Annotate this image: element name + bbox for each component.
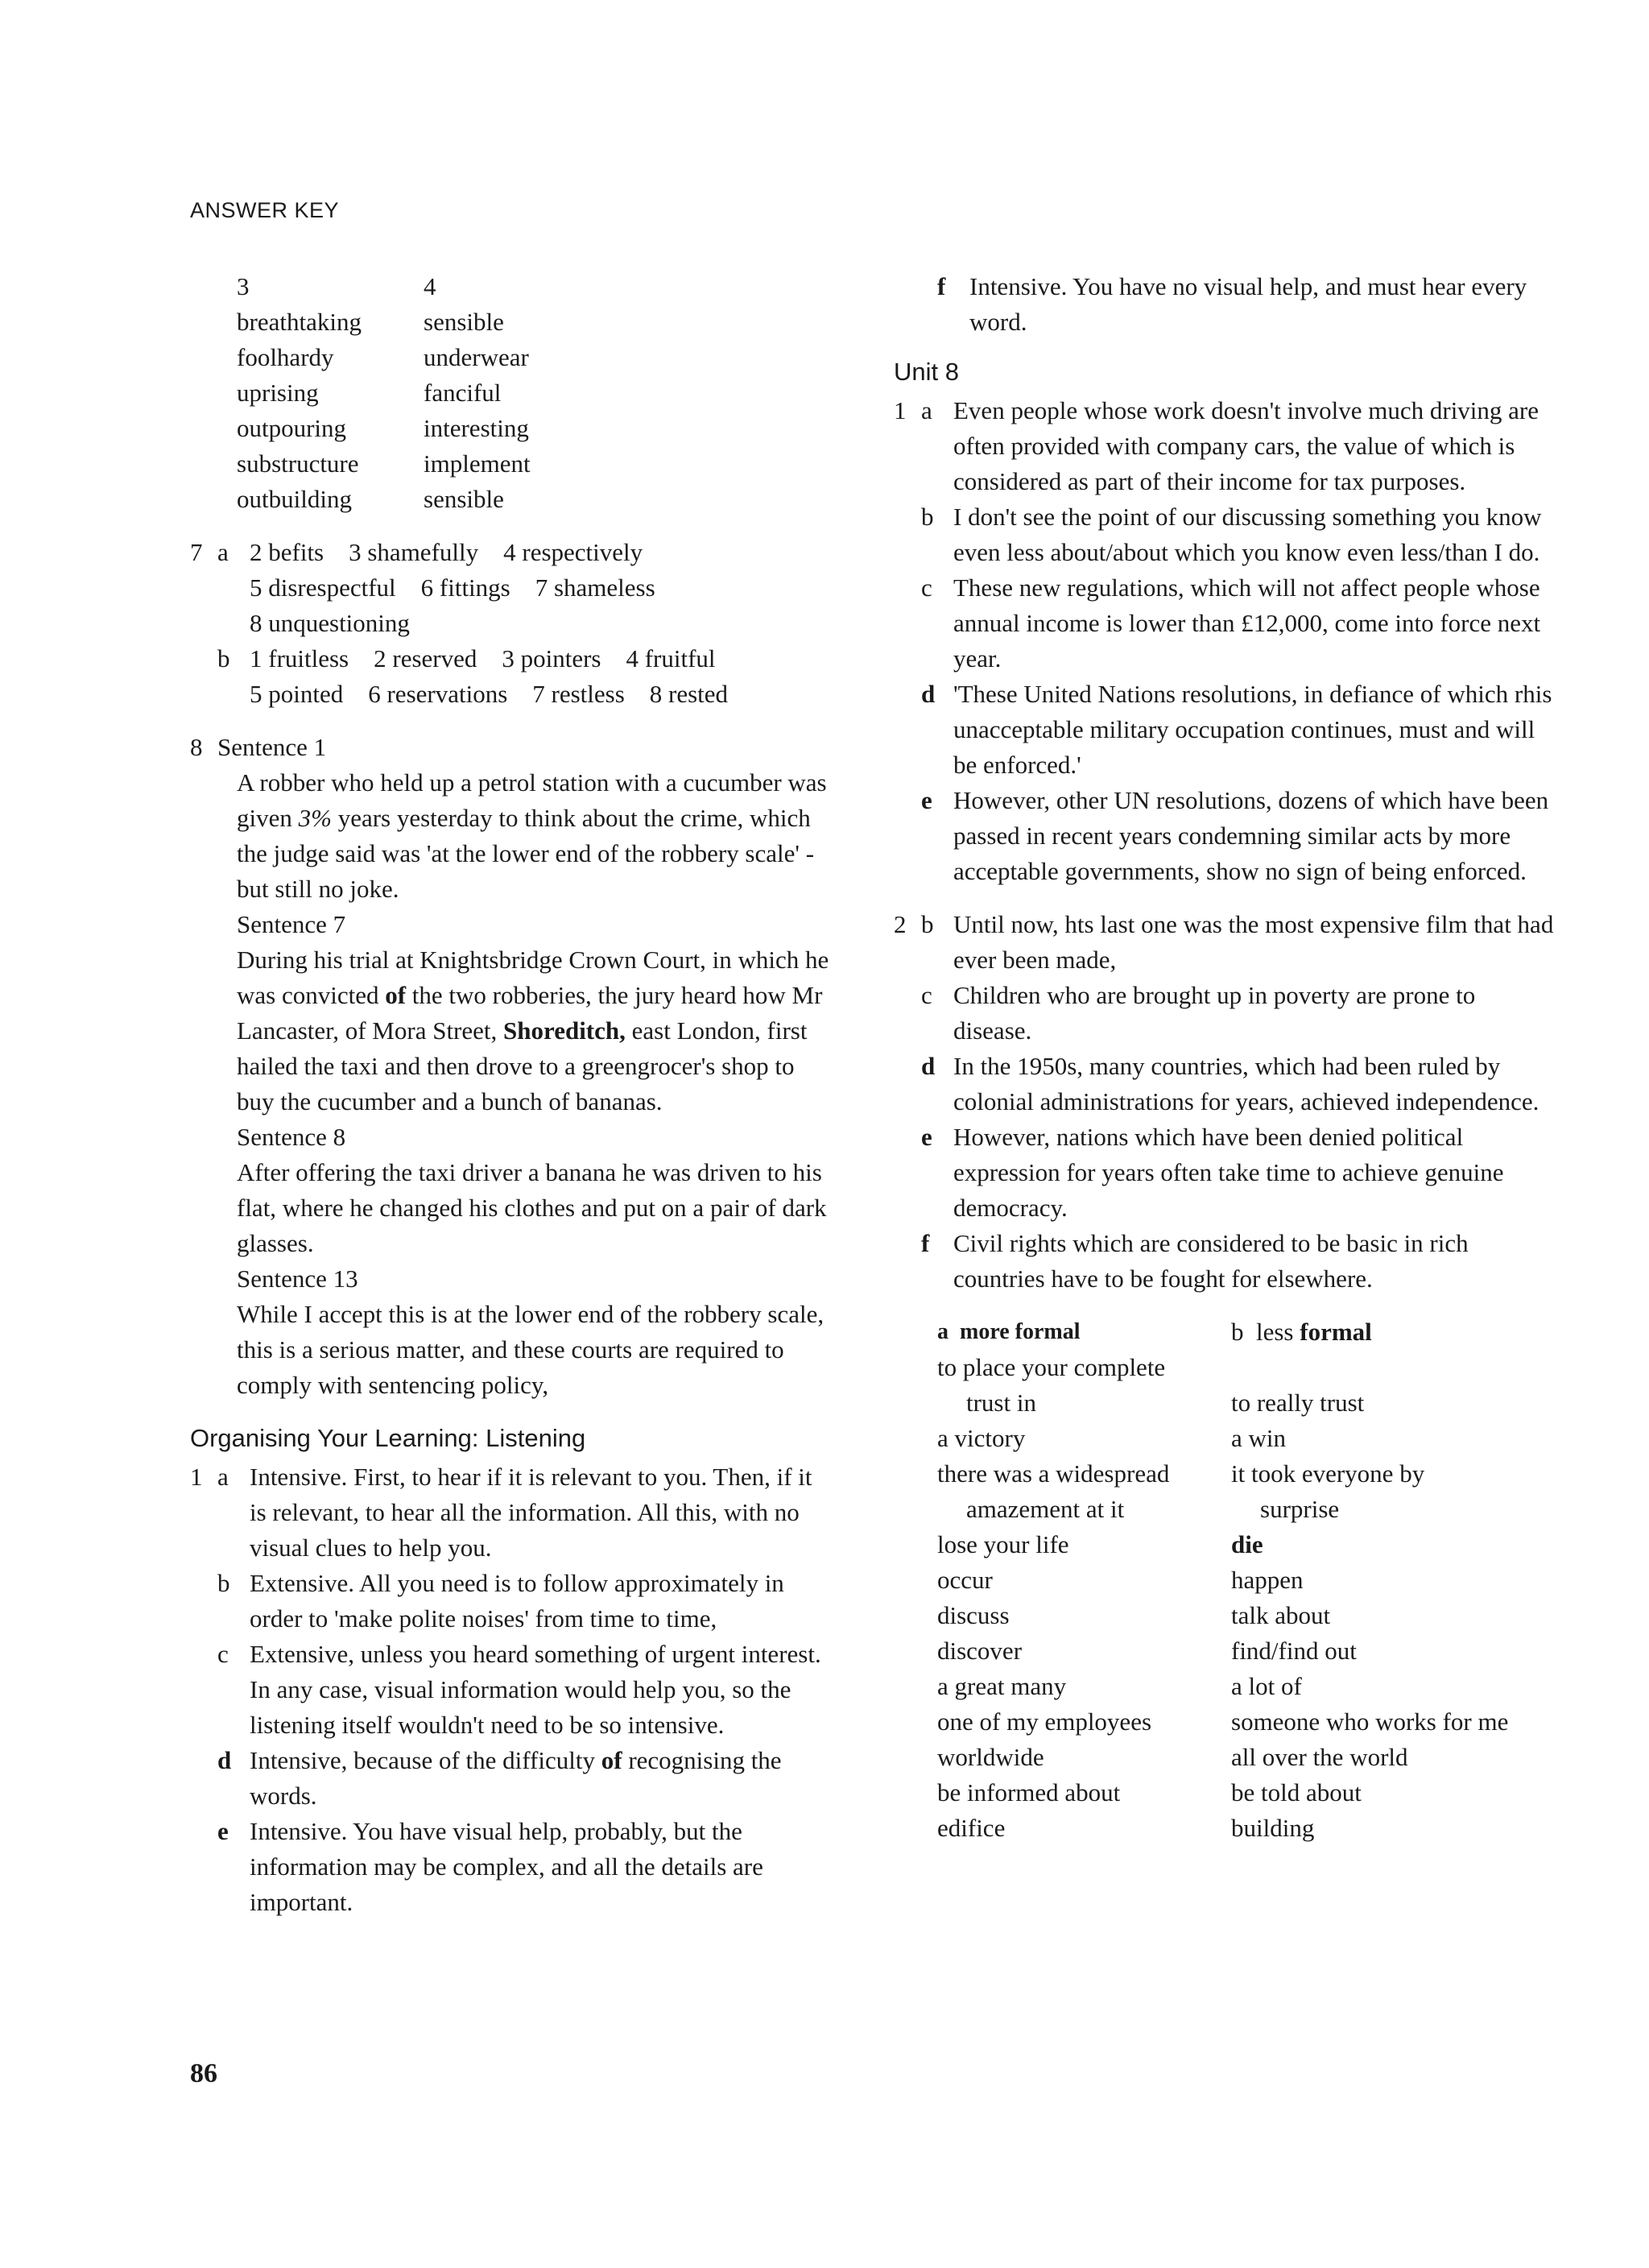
item-label: f [921,1229,930,1257]
item-label: b [217,644,230,673]
answer-part: Intensive. First, to hear if it is relevant to you. Then, if it is relevant, to hear all the information. All this, with no visual clues to help you. [250,1463,812,1562]
question-number: 8 [190,733,203,761]
sentence-label: Sentence 1 [217,733,327,761]
answer-text: Until now, hts last one was the most expensive film that had ever been made, [953,910,1554,974]
answer-item [894,393,1554,499]
word-cell: foolhardy [237,343,334,371]
item-label: a [217,1463,229,1491]
answer-text [250,1814,834,1920]
answer-item [894,499,1554,570]
word-cell: implement [424,449,531,478]
page-number: 86 [190,2059,217,2088]
answer-line: 5 disrespectful 6 fittings 7 shameless [250,573,655,602]
item-label: d [921,680,936,708]
item-label: d [217,1746,232,1774]
item-label: d [921,1052,936,1080]
formal-phrase: occur [937,1566,993,1594]
sentence-text: A robber who held up a petrol station with a cucumber was given 3% years yesterday to think about the crime, which the judge said was 'at the lower end of the robbery scale' - but still no joke. [237,768,827,903]
informal-phrase: to really trust [1231,1389,1365,1417]
section-heading: Organising Your Learning: Listening [190,1424,586,1452]
listening-item [190,1637,834,1743]
answer-line: 8 unquestioning [250,609,410,637]
answer-line: 5 pointed 6 reservations 7 restless 8 rested [250,680,729,708]
item-label: c [921,981,932,1009]
listening-item [190,1743,834,1814]
item-label: b [921,910,934,938]
unit8-question-2 [894,907,1554,1297]
answer-text [250,1743,834,1814]
listening-item [190,1566,834,1637]
unit8-question-1 [894,393,1554,889]
item-label: c [921,573,932,602]
item-label: e [921,1123,932,1151]
answer-text [250,1637,834,1743]
informal-phrase: be told about [1231,1778,1362,1807]
formal-phrase: discover [937,1637,1023,1665]
question-8 [190,730,834,1403]
informal-phrase [1231,1350,1553,1385]
listening-item [190,1459,834,1566]
answer-part: recognising the words. [250,1746,782,1810]
item-label: b [217,1569,230,1597]
answer-item [894,783,1554,889]
answer-text: Even people whose work doesn't involve much driving are often provided with company cars, the value of which is considered as part of their income for tax purposes. [953,396,1539,495]
sentence-text: After offering the taxi driver a banana he was driven to his flat, where he changed his clothes and put on a pair of dark glasses. [237,1158,827,1257]
answer-part: Extensive, unless you heard something of urgent interest. In any case, visual information would help you, so the listening itself wouldn't need to be so intensive. [250,1640,821,1739]
column-number: 4 [424,272,436,300]
formal-phrase: to place your complete [937,1353,1166,1381]
sentence-label: Sentence 7 [237,910,346,938]
answer-text: However, nations which have been denied political expression for years often take time to achieve genuine democracy. [953,1123,1504,1222]
column-head-less-formal: b less formal [1231,1318,1372,1346]
formal-phrase: be informed about [937,1778,1121,1807]
question-7 [190,535,834,712]
answer-line: 1 fruitless 2 reserved 3 pointers 4 fruitful [250,644,716,673]
section-heading: Unit 8 [894,358,959,386]
informal-phrase: talk about [1231,1601,1331,1629]
answer-item [894,1226,1554,1297]
answer-item [894,1120,1554,1226]
sentence-text: During his trial at Knightsbridge Crown Court, in which he was convicted of the two robberies, the jury heard how Mr Lancaster, of Mora Street, Shoreditch, east London, first hailed the taxi and then drove to a greengrocer's shop to buy the cucumber and a bunch of bananas. [237,946,829,1115]
answer-text: I don't see the point of our discussing something you know even less about/about which you know even less/than I do. [953,503,1542,566]
answer-line: 2 befits 3 shamefully 4 respectively [250,538,643,566]
informal-phrase: all over the world [1231,1743,1408,1771]
word-cell: uprising [237,379,319,407]
item-label: e [217,1817,229,1845]
item-label: e [921,786,932,814]
word-cell: sensible [424,308,504,336]
formal-phrase: worldwide [937,1743,1044,1771]
informal-phrase: surprise [1260,1495,1340,1523]
listening-item-f [894,269,1554,340]
sentence-text: While I accept this is at the lower end of the robbery scale, this is a serious matter, and these courts are required to comply with sentencing policy, [237,1300,824,1399]
item-label: c [217,1640,229,1668]
formal-phrase: lose your life [937,1530,1069,1558]
answer-text: 'These United Nations resolutions, in defiance of which rhis unacceptable military occupation continues, must and will be enforced.' [953,680,1552,779]
formal-phrase: a great many [937,1672,1067,1700]
item-label: b [921,503,934,531]
item-label: f [937,272,946,300]
answer-part: of [601,1746,622,1774]
informal-phrase: building [1231,1814,1315,1842]
question-number: 1 [190,1463,203,1491]
formal-phrase: edifice [937,1814,1006,1842]
informal-phrase: find/find out [1231,1637,1357,1665]
word-cell: sensible [424,485,504,513]
formality-table [894,1314,1554,1846]
answer-item [894,570,1554,677]
answer-item [894,978,1554,1049]
formal-phrase: one of my employees [937,1707,1152,1736]
word-cell: outbuilding [237,485,352,513]
formal-phrase: there was a widespread [937,1459,1170,1488]
running-header: ANSWER KEY [190,198,340,222]
word-list-table [190,269,834,517]
word-cell: interesting [424,414,529,442]
answer-text: However, other UN resolutions, dozens of which have been passed in recent years condemning similar acts by more acceptable governments, show no sign of being enforced. [953,786,1549,885]
answer-item [894,677,1554,783]
informal-phrase: someone who works for me [1231,1707,1509,1736]
answer-text: Intensive. You have no visual help, and must hear every word. [969,272,1527,336]
answer-item [894,907,1554,978]
question-number: 7 [190,538,203,566]
item-label: a [217,538,229,566]
sentence-label: Sentence 13 [237,1264,358,1293]
listening-answers [190,1459,834,1920]
listening-item [190,1814,834,1920]
informal-phrase: happen [1231,1566,1304,1594]
answer-part: Intensive. You have visual help, probably, but the information may be complex, and all the details are important. [250,1817,763,1916]
word-cell: fanciful [424,379,502,407]
right-column [894,269,1554,1846]
word-cell: breathtaking [237,308,362,336]
answer-text: Civil rights which are considered to be basic in rich countries have to be fought for elsewhere. [953,1229,1469,1293]
answer-item [894,1049,1554,1120]
item-label: a [921,396,932,424]
column-head-formal: a more formal [937,1319,1081,1344]
answer-text: In the 1950s, many countries, which had been ruled by colonial administrations for years, achieved independence. [953,1052,1539,1115]
column-number: 3 [237,272,250,300]
formal-phrase: trust in [966,1389,1036,1417]
left-column [190,269,834,1920]
sentence-label: Sentence 8 [237,1123,346,1151]
formal-phrase: amazement at it [966,1495,1125,1523]
answer-text: Children who are brought up in poverty are prone to disease. [953,981,1476,1045]
informal-phrase: a win [1231,1424,1287,1452]
answer-text [250,1566,834,1637]
question-number: 1 [894,396,907,424]
word-cell: outpouring [237,414,347,442]
answer-text [250,1459,834,1566]
answer-part: Extensive. All you need is to follow approximately in order to 'make polite noises' from time to time, [250,1569,784,1633]
answer-text: These new regulations, which will not affect people whose annual income is lower than £12,000, come into force next year. [953,573,1541,673]
answer-part: Intensive, because of the difficulty [250,1746,601,1774]
informal-phrase: it took everyone by [1231,1459,1425,1488]
question-number: 2 [894,910,907,938]
formal-phrase: discuss [937,1601,1010,1629]
word-cell: substructure [237,449,359,478]
informal-phrase: a lot of [1231,1672,1302,1700]
formal-phrase: a victory [937,1424,1026,1452]
word-cell: underwear [424,343,529,371]
informal-phrase: die [1231,1530,1263,1558]
